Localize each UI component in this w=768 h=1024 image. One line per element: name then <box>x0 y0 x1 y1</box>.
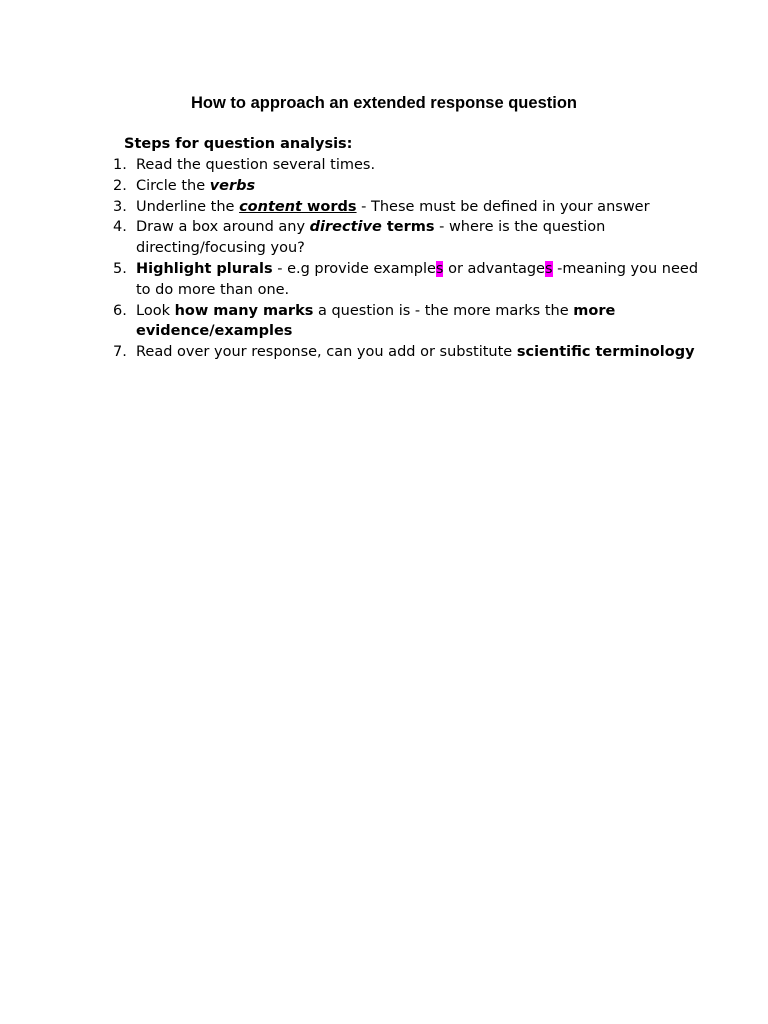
step-number: 6. <box>113 302 127 319</box>
step-number: 5. <box>113 260 127 277</box>
emphasis-content: content <box>239 198 302 215</box>
step-text: Read over your response, can you add or substitute <box>136 344 517 361</box>
step-text: Look <box>136 302 175 319</box>
document-title-text: How to approach an extended response question <box>191 94 577 112</box>
step-item-2 <box>110 176 700 197</box>
emphasis-highlight-plurals: Highlight plurals <box>136 260 273 277</box>
emphasis-verbs: verbs <box>209 177 256 194</box>
step-item-6 <box>110 301 700 343</box>
step-item-1 <box>110 155 700 176</box>
step-text: Draw a box around any <box>136 219 310 236</box>
step-number: 3. <box>113 198 127 215</box>
step-text: -meaning you need to do more than one. <box>136 260 699 298</box>
highlighted-letter: s <box>544 260 553 277</box>
step-item-3 <box>110 197 700 218</box>
step-text: a question is - the more marks the <box>313 302 574 319</box>
step-item-4 <box>110 217 700 259</box>
step-number: 1. <box>113 157 127 173</box>
document-title <box>0 92 768 114</box>
step-text: Read the question several times. <box>136 157 376 173</box>
step-item-7 <box>110 342 700 363</box>
section-subtitle: Steps for question analysis: <box>124 136 353 152</box>
step-text-suffix: - where is the question directing/focusing you? <box>136 219 606 257</box>
step-text: or advantage <box>443 260 545 277</box>
steps-list <box>110 155 700 363</box>
step-text: Circle the <box>136 177 210 194</box>
step-item-5 <box>110 259 700 301</box>
emphasis-scientific-terminology: scientific terminology <box>516 344 695 361</box>
step-number: 7. <box>113 344 127 361</box>
step-text-suffix: - These must be defined in your answer <box>356 198 650 215</box>
emphasis-terms: terms <box>381 219 435 236</box>
emphasis-words: words <box>301 198 357 215</box>
step-number: 2. <box>113 177 127 194</box>
emphasis-more-evidence: more evidence/examples <box>136 302 616 340</box>
step-number: 4. <box>113 219 127 236</box>
emphasis-directive: directive <box>309 219 382 236</box>
highlighted-letter: s <box>435 260 444 277</box>
emphasis-how-many-marks: how many marks <box>174 302 314 319</box>
step-text: Underline the <box>136 198 240 215</box>
step-text: - e.g provide example <box>272 260 436 277</box>
